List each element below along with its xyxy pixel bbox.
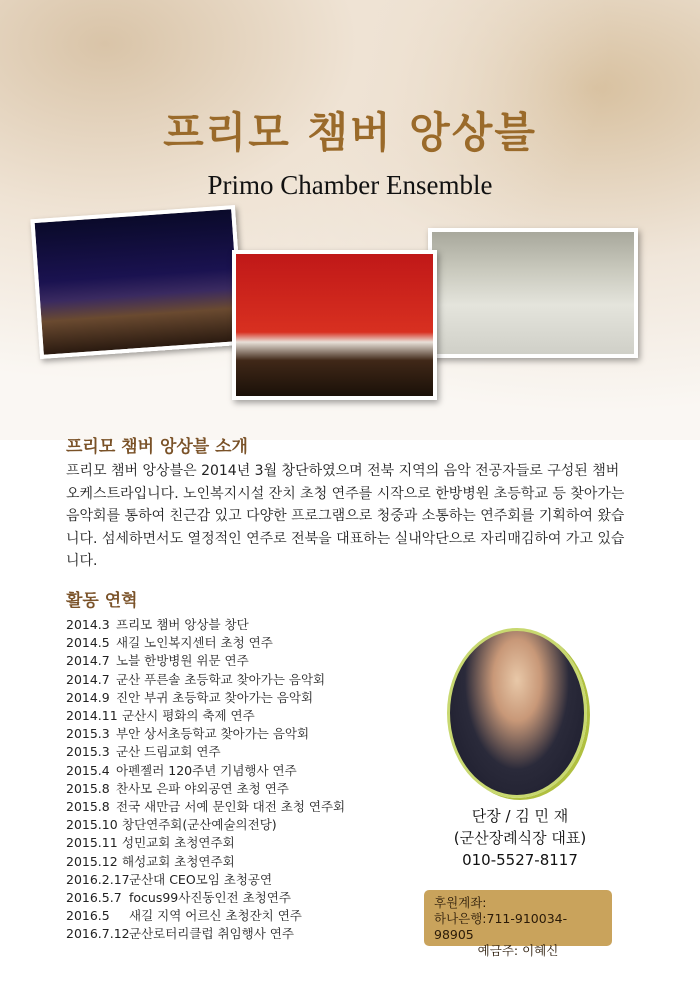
history-item	[66, 616, 345, 634]
history-event: 찬사모 은파 야외공연 초청 연주	[116, 780, 289, 796]
history-item	[66, 707, 345, 725]
history-date: 2014.5	[66, 635, 110, 651]
history-item	[66, 834, 345, 852]
leader-phone: 010-5527-8117	[462, 851, 578, 869]
history-heading: 활동 연혁	[66, 591, 138, 611]
history-date: 2015.3	[66, 726, 110, 742]
history-item	[66, 671, 345, 689]
history-item	[66, 816, 345, 834]
history-date: 2015.3	[66, 744, 110, 760]
history-event: 아펜젤러 120주년 기념행사 연주	[116, 762, 297, 778]
ensemble-photo-stairs	[428, 228, 638, 358]
account-bank: 하나은행:711-910034-98905	[434, 911, 568, 942]
history-event: 전국 새만금 서예 문인화 대전 초청 연주회	[116, 799, 346, 815]
history-item	[66, 925, 345, 943]
history-item	[66, 762, 345, 780]
history-date: 2014.7	[66, 653, 110, 669]
history-event: 부안 상서초등학교 찾아가는 음악회	[116, 726, 310, 742]
history-date: 2014.7	[66, 671, 110, 687]
history-item	[66, 652, 345, 670]
history-date: 2015.8	[66, 799, 110, 815]
history-date: 2014.9	[66, 689, 110, 705]
history-date: 2015.4	[66, 762, 110, 778]
history-date: 2015.11	[66, 835, 118, 851]
history-event: 프리모 챔버 앙상블 창단	[116, 617, 249, 632]
history-list	[66, 616, 345, 944]
history-date: 2015.12	[66, 853, 118, 869]
title-korean: 프리모 챔버 앙상블	[163, 108, 537, 157]
history-date: 2014.11	[66, 708, 118, 724]
intro-text: 프리모 챔버 앙상블은 2014년 3월 창단하였으며 전북 지역의 음악 전공자들로 구성된 챔버 오케스트라입니다. 노인복지시설 잔치 초청 연주를 시작으로 한방병원 초등학교 등 찾아가는음악회를 통하여 친근감 있고 다양한 프로그램으로 청중과 소통하는 연주회를 기획하여 왔습니다. 섬세하면서도 열정적인 연주로 전북을 대표하는 실내악단으로 자리매김하여 가고 있습니다.	[66, 463, 625, 569]
donation-account-box	[424, 890, 612, 958]
history-date: 2014.3	[66, 617, 110, 632]
leader-portrait	[447, 628, 587, 798]
leader-info	[410, 805, 630, 871]
account-holder: 예금주: 이혜신	[477, 943, 559, 958]
intro-heading: 프리모 챔버 앙상블 소개	[66, 437, 248, 457]
history-item	[66, 689, 345, 707]
leader-affiliation: (군산장례식장 대표)	[453, 829, 587, 847]
history-event: 군산 드림교회 연주	[116, 744, 221, 760]
history-item	[66, 743, 345, 761]
history-item	[66, 780, 345, 798]
history-date: 2015.10	[66, 817, 118, 833]
history-event: 군산시 평화의 축제 연주	[122, 708, 255, 724]
history-event: 새길 지역 어르신 초청잔치 연주	[129, 908, 302, 924]
history-item	[66, 889, 345, 907]
history-event: 군산대 CEO모임 초청공연	[129, 871, 273, 887]
history-event: 노블 한방병원 위문 연주	[116, 653, 249, 669]
history-item	[66, 853, 345, 871]
history-event: 해성교회 초청연주회	[122, 853, 235, 869]
title-english: Primo Chamber Ensemble	[207, 170, 493, 200]
leader-name: 단장 / 김 민 재	[471, 807, 569, 825]
history-item	[66, 798, 345, 816]
history-event: focus99사진동인전 초청연주	[129, 890, 291, 906]
account-label: 후원계좌:	[434, 895, 487, 910]
history-date: 2015.8	[66, 780, 110, 796]
history-event: 군산로터리클럽 취임행사 연주	[129, 926, 294, 942]
concert-photo-choir	[232, 250, 437, 400]
history-date: 2016.5.7	[66, 890, 122, 906]
history-item	[66, 725, 345, 743]
history-event: 성민교회 초청연주회	[122, 835, 235, 851]
history-date: 2016.5	[66, 908, 110, 924]
history-item	[66, 907, 345, 925]
history-date: 2016.2.17	[66, 871, 130, 887]
history-event: 창단연주회(군산예술의전당)	[122, 817, 277, 833]
history-event: 군산 푸른솔 초등학교 찾아가는 음악회	[116, 671, 326, 687]
concert-photo-stage	[30, 205, 244, 359]
history-date: 2016.7.12	[66, 926, 130, 942]
history-event: 진안 부귀 초등학교 찾아가는 음악회	[116, 689, 314, 705]
history-item	[66, 871, 345, 889]
history-event: 새길 노인복지센터 초청 연주	[116, 635, 273, 651]
history-item	[66, 634, 345, 652]
